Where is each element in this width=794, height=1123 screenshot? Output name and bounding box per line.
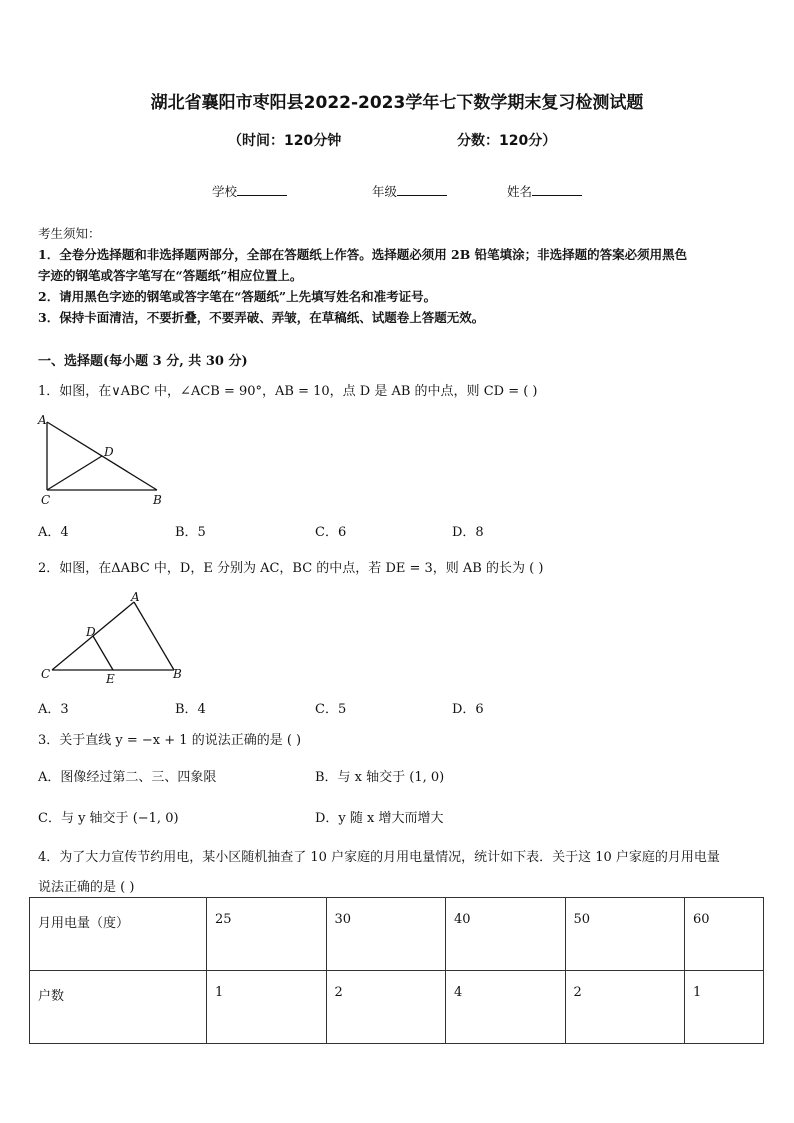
exam-score: 分数：120分）: [457, 133, 557, 149]
name-label: 姓名: [507, 184, 533, 199]
table-cell: 1: [207, 971, 327, 1044]
q1-label-a: A: [38, 413, 47, 427]
q2-option-c[interactable]: C．5: [315, 702, 347, 717]
q1-option-b[interactable]: B．5: [175, 525, 206, 540]
table-cell: 60: [685, 898, 764, 971]
q1-option-c[interactable]: C．6: [315, 525, 347, 540]
q2-label-d: D: [86, 625, 96, 639]
table-row: [30, 971, 764, 1044]
q1-option-d[interactable]: D．8: [452, 525, 484, 540]
table-cell: 4: [446, 971, 566, 1044]
school-blank[interactable]: [237, 182, 287, 196]
notice-heading: 考生须知：: [38, 226, 101, 241]
q3-option-c[interactable]: C．与 y 轴交于 (−1, 0): [38, 811, 179, 826]
table-cell: 月用电量（度）: [30, 898, 207, 971]
q2-option-d[interactable]: D．6: [452, 702, 484, 717]
q2-label-c: C: [41, 667, 51, 681]
table-cell: 2: [326, 971, 446, 1044]
table-cell: 户数: [30, 971, 207, 1044]
table-cell: 25: [207, 898, 327, 971]
q3-option-a[interactable]: A．图像经过第二、三、四象限: [38, 770, 217, 785]
exam-title: 湖北省襄阳市枣阳县2022-2023学年七下数学期末复习检测试题: [150, 93, 644, 113]
q2-figure: [34, 588, 194, 688]
q1-label-c: C: [41, 493, 51, 507]
exam-time: （时间：120分钟: [228, 133, 342, 149]
q3-stem: 3．关于直线 y = −x + 1 的说法正确的是 ( ): [38, 733, 302, 748]
notice-item-2: 2．请用黑色字迹的钢笔或答字笔在“答题纸”上先填写姓名和准考证号。: [38, 289, 437, 304]
section-title: 一、选择题(每小题 3 分, 共 30 分): [38, 354, 248, 369]
school-label: 学校: [212, 184, 238, 199]
q1-label-b: B: [153, 493, 162, 507]
table-cell: 1: [685, 971, 764, 1044]
grade-label: 年级: [372, 184, 398, 199]
q3-option-d[interactable]: D．y 随 x 增大而增大: [315, 811, 444, 826]
q2-stem: 2．如图，在ΔABC 中，D，E 分别为 AC，BC 的中点，若 DE = 3，则 AB 的长为 ( ): [38, 561, 544, 576]
grade-blank[interactable]: [397, 182, 447, 196]
q1-figure: [34, 410, 174, 510]
q2-label-b: B: [173, 667, 182, 681]
q4-data-table: [29, 897, 764, 1044]
table-row: [30, 898, 764, 971]
name-field: [507, 182, 582, 200]
q1-label-d: D: [104, 445, 114, 459]
grade-field: [372, 182, 447, 200]
table-cell: 40: [446, 898, 566, 971]
q2-option-a[interactable]: A．3: [38, 702, 69, 717]
q4-stem-line1: 4．为了大力宣传节约用电，某小区随机抽查了 10 户家庭的月用电量情况，统计如下表．关于这 10 户家庭的月用电量: [38, 850, 720, 865]
q4-stem-line2: 说法正确的是 ( ): [38, 880, 135, 895]
table-cell: 30: [326, 898, 446, 971]
notice-item-1a: 1．全卷分选择题和非选择题两部分，全部在答题纸上作答。选择题必须用 2B 铅笔填涂；非选择题的答案必须用黑色: [38, 247, 688, 262]
name-blank[interactable]: [532, 182, 582, 196]
table-cell: 2: [565, 971, 685, 1044]
notice-item-1b: 字迹的钢笔或答字笔写在“答题纸”相应位置上。: [38, 268, 303, 283]
q2-option-b[interactable]: B．4: [175, 702, 206, 717]
school-field: [212, 182, 287, 200]
notice-item-3: 3．保持卡面清洁，不要折叠，不要弄破、弄皱，在草稿纸、试题卷上答题无效。: [38, 310, 485, 325]
q1-option-a[interactable]: A．4: [38, 525, 69, 540]
table-cell: 50: [565, 898, 685, 971]
q3-option-b[interactable]: B．与 x 轴交于 (1, 0): [315, 770, 445, 785]
q2-label-a: A: [131, 590, 140, 604]
q1-stem: 1．如图，在∨ABC 中，∠ACB = 90°，AB = 10，点 D 是 AB 的中点，则 CD = ( ): [38, 384, 538, 399]
q2-label-e: E: [106, 672, 115, 686]
